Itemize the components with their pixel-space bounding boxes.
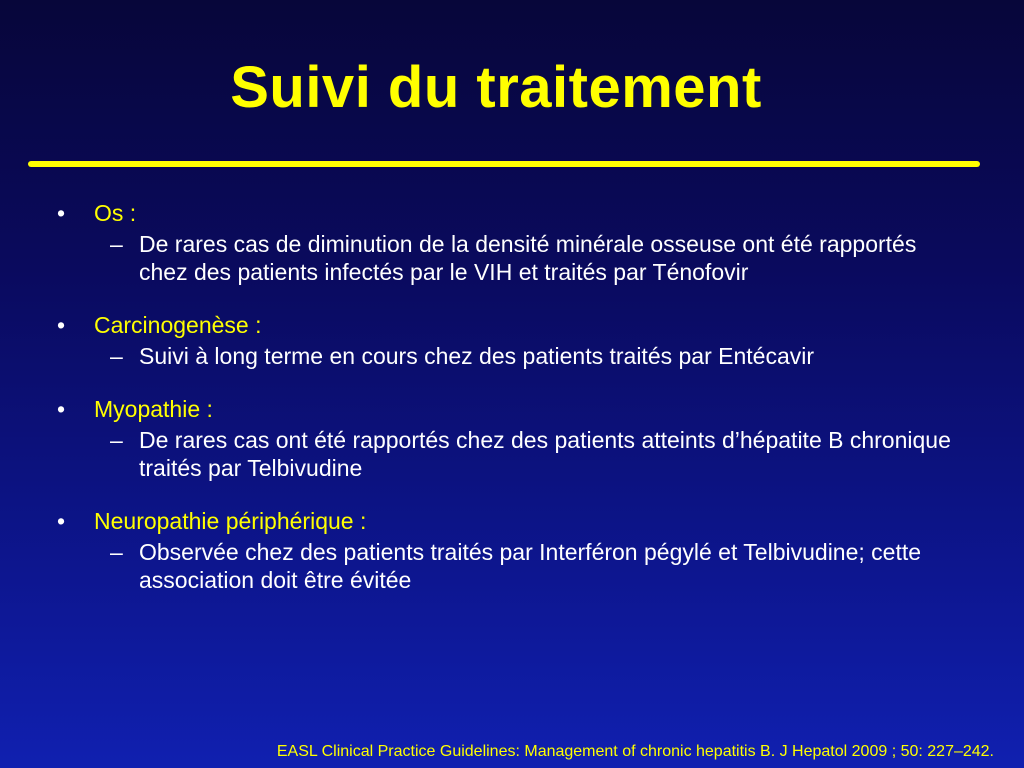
dash-icon: – [110,427,123,453]
bullet-heading-text: Myopathie : [94,396,213,422]
bullet-heading [0,310,1024,340]
bullet-dot-icon: • [57,312,66,338]
sub-bullet [0,426,1024,482]
dash-icon: – [110,343,123,369]
bullet-heading [0,198,1024,228]
sub-bullet-text: Observée chez des patients traités par Interféron pégylé et Telbivudine; cette association doit être évitée [139,539,922,593]
sub-bullet [0,230,1024,286]
sub-bullet-text: De rares cas de diminution de la densité minérale osseuse ont été rapportés chez des patients infectés par le VIH et traités par Ténofovir [139,231,917,285]
sub-bullet-text: De rares cas ont été rapportés chez des patients atteints d’hépatite B chronique traités par Telbivudine [139,427,951,481]
reference-citation: EASL Clinical Practice Guidelines: Management of chronic hepatitis B. J Hepatol 2009 ; 50: 227–242. [276,743,994,760]
dash-icon: – [110,231,123,257]
sub-bullet [0,538,1024,594]
bullet-heading-text: Neuropathie périphérique : [94,508,367,534]
bullet-list [0,198,1024,618]
slide-title: Suivi du traitement [230,55,762,120]
dash-icon: – [110,539,123,565]
bullet-heading [0,506,1024,536]
bullet-heading-text: Os : [94,200,137,226]
sub-bullet-text: Suivi à long terme en cours chez des patients traités par Entécavir [139,343,815,369]
bullet-heading [0,394,1024,424]
bullet-dot-icon: • [57,508,66,534]
title-underline [28,161,980,167]
bullet-dot-icon: • [57,396,66,422]
bullet-item-os [0,198,1024,286]
bullet-heading-text: Carcinogenèse : [94,312,262,338]
bullet-dot-icon: • [57,200,66,226]
bullet-item-myopathie [0,394,1024,482]
sub-bullet [0,342,1024,370]
bullet-item-neuropathie [0,506,1024,594]
bullet-item-carcinogenese [0,310,1024,370]
